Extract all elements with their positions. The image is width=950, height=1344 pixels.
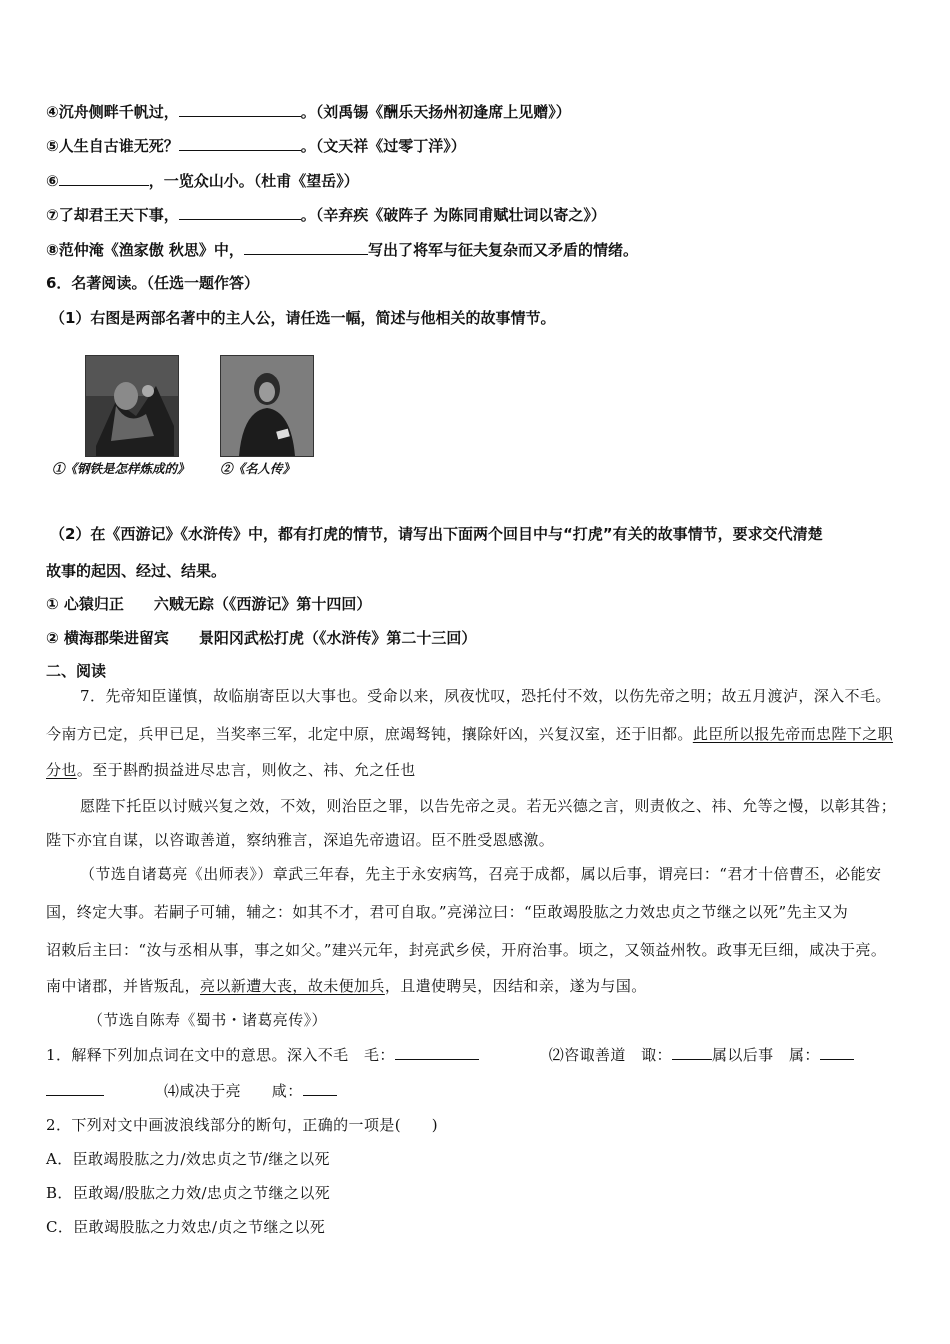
passage-line: 7．先帝知臣谨慎，故临崩寄臣以大事也。受命以来，夙夜忧叹，恐托付不效，以伤先帝之明；故五月渡泸，深入不毛。	[80, 687, 891, 705]
q6-part2-line1: （2）在《西游记》《水浒传》中，都有打虎的情节，请写出下面两个回目中与“打虎”有关的故事情节，要求交代清楚	[50, 525, 823, 543]
passage-text: 今南方已定，兵甲已足，当奖率三军，北定中原，庶竭驽钝，攘除奸凶，兴复汉室，还于旧都。	[46, 725, 693, 743]
underlined-text: 分也	[46, 761, 77, 779]
question-1-d: ⑷咸决于亮 咸：	[164, 1082, 303, 1100]
passage-line: 诏敕后主曰：“汝与丞相从事，事之如父。”建兴元年，封亮武乡侯，开府治事。顷之，又领益州牧。政事无巨细，咸决于亮。	[46, 941, 887, 959]
answer-blank[interactable]	[179, 101, 301, 117]
option-c[interactable]: C．臣敢竭股肱之力效忠/贞之节继之以死	[46, 1218, 326, 1236]
poem-line-5	[46, 135, 466, 156]
novel-figure	[44, 337, 324, 487]
question-1-b: ⑵咨诹善道 诹：	[548, 1046, 672, 1064]
underlined-text: 此臣所以报先帝而忠陛下之职	[692, 725, 894, 743]
passage-line: 愿陛下托臣以讨贼兴复之效，不效，则治臣之罪，以告先帝之灵。若无兴德之言，则责攸之、祎、允等之慢，以彰其咎；	[80, 797, 897, 815]
q6-item-2: ② 横海郡柴进留宾 景阳冈武松打虎（《水浒传》第二十三回）	[46, 629, 477, 647]
poem-line-8-text: ⑧范仲淹《渔家傲 秋思》中，	[46, 241, 244, 259]
poem-line-4	[46, 101, 571, 122]
underlined-text: 亮以新遭大丧，故未便加兵	[200, 977, 385, 995]
option-a[interactable]: A．臣敢竭股肱之力/效忠贞之节/继之以死	[46, 1150, 330, 1168]
poem-line-8-source: 写出了将军与征夫复杂而又矛盾的情绪。	[367, 241, 638, 259]
passage-source: （节选自陈寿《蜀书・诸葛亮传》）	[88, 1011, 327, 1029]
passage-line	[46, 760, 416, 780]
question-2: 2．下列对文中画波浪线部分的断句，正确的一项是( )	[46, 1116, 439, 1134]
passage-line	[46, 724, 893, 744]
poem-line-6	[46, 170, 359, 191]
novel-cover-image-2	[220, 355, 314, 457]
poem-line-8	[46, 239, 638, 260]
poem-line-7-source: 。（辛弃疾《破阵子 为陈同甫赋壮词以寄之》）	[300, 206, 606, 224]
answer-blank[interactable]	[672, 1044, 712, 1060]
passage-text: ，且遣使聘吴，因结和亲，遂为与国。	[384, 977, 647, 995]
passage-text: 南中诸郡，并皆叛乱，	[46, 977, 201, 995]
section-heading: 二、阅读	[46, 662, 107, 680]
poem-line-4-source: 。（刘禹锡《酬乐天扬州初逢席上见赠》）	[300, 103, 571, 121]
option-b[interactable]: B．臣敢竭/股肱之力效/忠贞之节继之以死	[46, 1184, 331, 1202]
answer-blank[interactable]	[303, 1080, 337, 1096]
answer-blank[interactable]	[179, 204, 301, 220]
poem-line-7	[46, 204, 606, 225]
passage-line: 国，终定大事。若嗣子可辅，辅之：如其不才，君可自取。”亮涕泣曰：“臣敢竭股肱之力效忠贞之节继之以死”先主又为	[46, 903, 849, 921]
poem-line-5-source: 。（文天祥《过零丁洋》）	[300, 137, 466, 155]
answer-blank[interactable]	[46, 1080, 104, 1096]
question-1-c: 属以后事 属：	[711, 1046, 820, 1064]
question-1-a: 1．解释下列加点词在文中的意思。深入不毛 毛：	[46, 1046, 395, 1064]
passage-text: 。至于斟酌损益进尽忠言，则攸之、祎、允之任也	[76, 761, 416, 779]
q6-part2-line2: 故事的起因、经过、结果。	[46, 562, 227, 580]
passage-line	[46, 976, 647, 996]
q6-part1: （1）右图是两部名著中的主人公，请任选一幅，简述与他相关的故事情节。	[50, 309, 556, 327]
caption-1: ①《钢铁是怎样炼成的》	[52, 461, 190, 476]
caption-2: ②《名人传》	[220, 461, 296, 476]
poem-line-7-text: ⑦了却君王天下事，	[46, 206, 179, 224]
poem-line-4-text: ④沉舟侧畔千帆过，	[46, 103, 179, 121]
poem-line-6-text: ⑥	[46, 172, 59, 190]
q6-title: 6．名著阅读。（任选一题作答）	[46, 274, 259, 292]
passage-line: （节选自诸葛亮《出师表》）章武三年春，先主于永安病笃，召亮于成都，属以后事，谓亮曰：“君才十倍曹丕，必能安	[80, 865, 882, 883]
question-1-cont	[46, 1080, 337, 1101]
poem-line-5-text: ⑤人生自古谁无死？	[46, 137, 179, 155]
question-1	[46, 1044, 854, 1065]
answer-blank[interactable]	[59, 170, 149, 186]
answer-blank[interactable]	[395, 1044, 479, 1060]
q6-item-1: ① 心猿归正 六贼无踪（《西游记》第十四回）	[46, 595, 372, 613]
answer-blank[interactable]	[179, 135, 301, 151]
answer-blank[interactable]	[244, 239, 368, 255]
passage-line: 陛下亦宜自谋，以咨诹善道，察纳雅言，深追先帝遗诏。臣不胜受恩感激。	[46, 831, 555, 849]
answer-blank[interactable]	[820, 1044, 854, 1060]
novel-cover-image-1	[85, 355, 179, 457]
poem-line-6-source: ，一览众山小。（杜甫《望岳》）	[148, 172, 359, 190]
